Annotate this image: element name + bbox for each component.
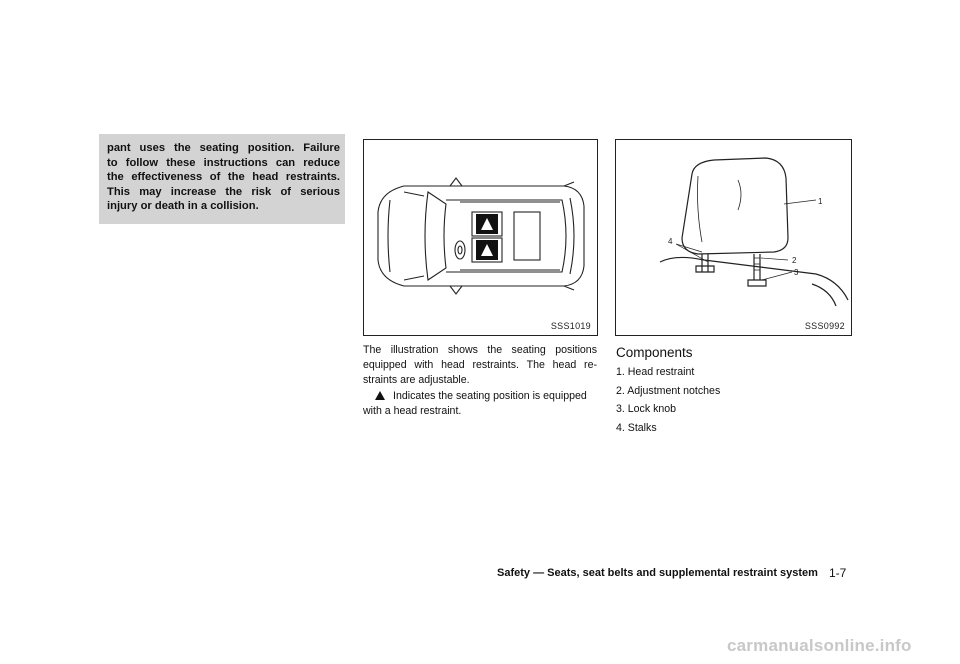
seating-paragraph bbox=[363, 343, 597, 389]
indicator-text: Indicates the seating position is equipped bbox=[393, 390, 587, 402]
paragraph-line: straints are adjustable. bbox=[363, 374, 470, 387]
warning-text bbox=[107, 141, 340, 214]
figure-code: SSS1019 bbox=[550, 321, 591, 331]
indicator-text: with a head restraint. bbox=[363, 405, 462, 418]
callout-1: 1 bbox=[818, 197, 823, 206]
list-item: 1. Head restraint bbox=[616, 366, 695, 378]
paragraph-line: equipped with head restraints. The head re- bbox=[363, 359, 597, 372]
callout-4: 4 bbox=[668, 237, 673, 246]
warning-line: the effectiveness of the head restraints. bbox=[107, 171, 340, 184]
warning-line: This may increase the risk of serious bbox=[107, 185, 340, 198]
warning-line: pant uses the seating position. Failure bbox=[107, 142, 340, 154]
figure-code: SSS0992 bbox=[804, 321, 845, 331]
page-number: 1-7 bbox=[829, 566, 847, 580]
components-heading: Components bbox=[616, 345, 693, 360]
callout-3: 3 bbox=[794, 268, 799, 277]
footer-section-title: Safety — Seats, seat belts and supplemental restraint system bbox=[497, 567, 818, 579]
components-list bbox=[616, 363, 720, 437]
seating-illustration bbox=[363, 139, 598, 336]
triangle-icon bbox=[375, 391, 385, 400]
head-restraint-drawing bbox=[616, 140, 851, 335]
warning-line: to follow these instructions can reduce bbox=[107, 156, 340, 169]
callout-2: 2 bbox=[792, 256, 797, 265]
list-item: 4. Stalks bbox=[616, 421, 657, 434]
indicator-paragraph bbox=[363, 389, 597, 419]
list-item: 2. Adjustment notches bbox=[616, 384, 721, 397]
watermark: carmanualsonline.info bbox=[727, 636, 912, 655]
head-restraint-illustration bbox=[615, 139, 852, 336]
car-top-view bbox=[364, 140, 597, 335]
paragraph-line: The illustration shows the seating positions bbox=[363, 344, 597, 356]
warning-line: injury or death in a collision. bbox=[107, 200, 259, 213]
list-item: 3. Lock knob bbox=[616, 403, 677, 416]
